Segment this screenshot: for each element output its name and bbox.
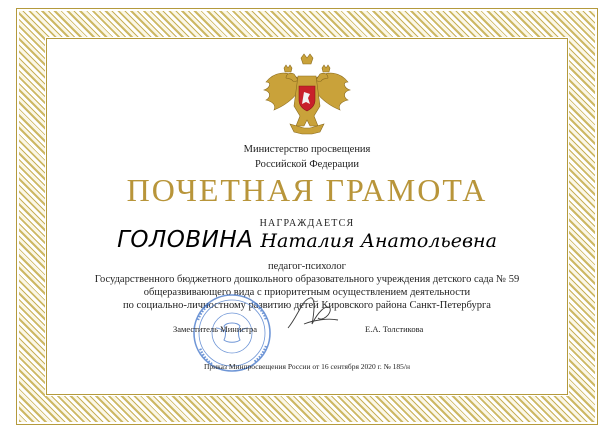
- organization-line: общеразвивающего вида с приоритетным осуществлением деятельности: [143, 287, 471, 298]
- recipient-name: [0, 227, 614, 253]
- ministry-name-line2: Российской Федерации: [255, 159, 359, 170]
- signatory-title: Заместитель Министра: [173, 324, 257, 334]
- organization-line: по социально-личностному развитию детей Кировского района Санкт-Петербурга: [123, 300, 491, 311]
- signatory-name: Е.А. Толстикова: [365, 324, 424, 334]
- handwritten-signature: [268, 294, 348, 334]
- recipient-surname: ГОЛОВИНА: [117, 227, 254, 253]
- organization-line: Государственного бюджетного дошкольного образовательного учреждения детского сада № 59: [94, 274, 520, 285]
- recipient-given-names: Наталия Анатольевна: [260, 230, 497, 252]
- awarded-label: НАГРАЖДАЕТСЯ: [259, 218, 355, 229]
- order-reference: Приказ Минпросвещения России от 16 сентября 2020 г. № 185/н: [203, 362, 411, 371]
- ministry-name-line1: Министерство просвещения: [243, 144, 371, 155]
- certificate-title: ПОЧЕТНАЯ ГРАМОТА: [126, 172, 488, 208]
- double-headed-eagle-icon: [260, 52, 354, 142]
- recipient-position: педагог-психолог: [268, 261, 346, 272]
